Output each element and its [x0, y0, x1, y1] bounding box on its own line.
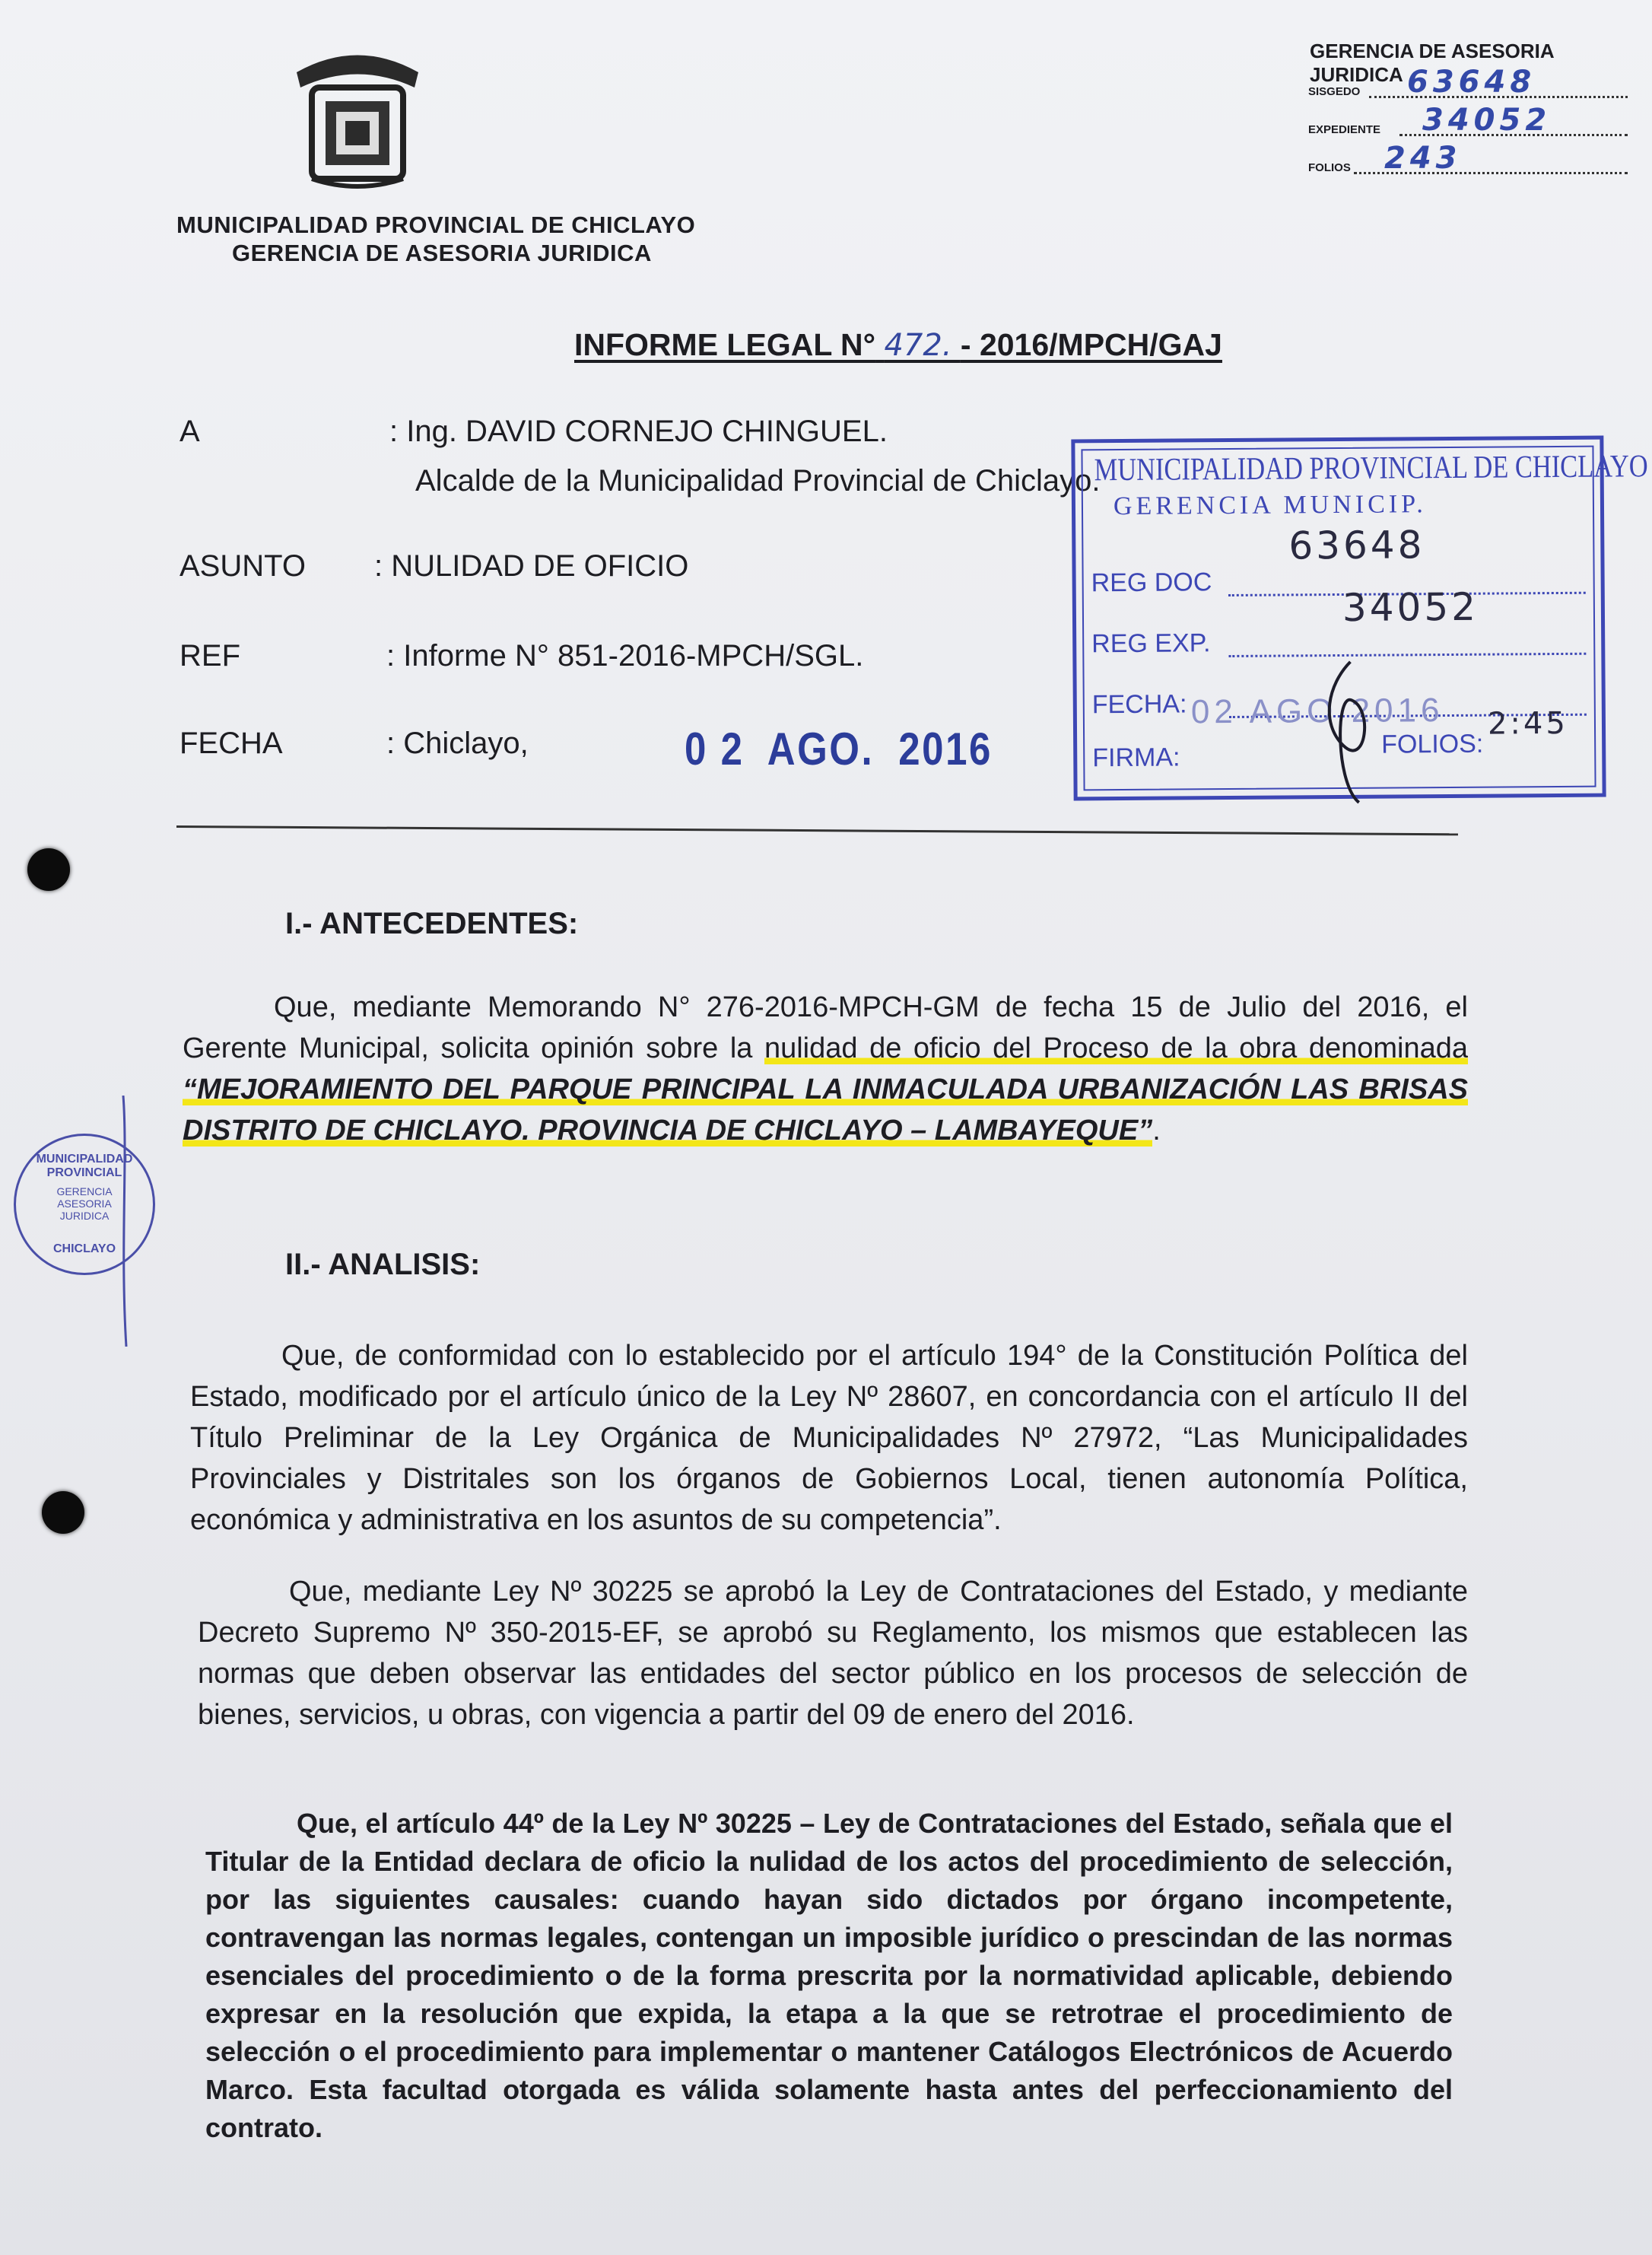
registry-sisgedo-row — [1308, 65, 1628, 103]
header-separator — [176, 825, 1458, 835]
paragraph-end: . — [1152, 1115, 1161, 1147]
signature — [1297, 654, 1404, 806]
stamp-department: GERENCIA MUNICIP. — [1113, 490, 1427, 521]
field-fecha-label: FECHA — [179, 727, 283, 760]
highlighted-text: nulidad de oficio del Proceso de la obra denominada — [764, 1032, 1469, 1064]
stamp-reg-doc-label: REG DOC — [1091, 568, 1212, 598]
field-asunto-label: ASUNTO — [179, 549, 306, 583]
date-month: AGO. — [767, 724, 875, 774]
round-stamp-inner: GERENCIA ASESORIA JURIDICA — [56, 1185, 113, 1222]
round-stamp-outer: MUNICIPALIDAD PROVINCIAL — [36, 1153, 133, 1179]
analisis-text-2: Que, mediante Ley Nº 30225 se aprobó la Ley de Contrataciones del Estado, y mediante Decreto Supremo Nº 350-2015-EF, se aprobó su Reglamento, los mismos que establecen las normas que deben observar las entidades del sector público en los procesos de selección de bienes, servicios, u obras, con vigencia a partir del 09 de enero del 2016. — [198, 1576, 1468, 1731]
stamp-reg-exp-value: 34052 — [1342, 584, 1479, 630]
field-ref-value: : Informe N° 851-2016-MPCH/SGL. — [386, 639, 864, 673]
report-title-prefix: INFORME LEGAL N° — [574, 327, 876, 362]
registry-sisgedo-value: 63648 — [1407, 65, 1536, 100]
institution-name: MUNICIPALIDAD PROVINCIAL DE CHICLAYO — [176, 212, 696, 238]
institution-department: GERENCIA DE ASESORIA JURIDICA — [232, 240, 652, 266]
section-antecedentes-title: I.- ANTECEDENTES: — [285, 907, 579, 940]
stamp-folios-value: 2:45 — [1487, 705, 1568, 742]
antecedentes-text: Que, mediante Memorando N° 276-2016-MPCH-GM de fecha 15 de Julio del 2016, el Gerente Municipal, solicita opinión sobre la — [183, 991, 1468, 1064]
registry-folios-row — [1308, 141, 1628, 179]
section-analisis-title: II.- ANALISIS: — [285, 1248, 481, 1281]
registry-folios-label: FOLIOS — [1308, 161, 1351, 174]
report-title-suffix: - 2016/MPCH/GAJ — [960, 327, 1222, 362]
registry-sisgedo-label: SISGEDO — [1308, 85, 1361, 98]
round-stamp-bottom: CHICLAYO — [52, 1242, 116, 1255]
stamp-fecha-value: 02 AGO 2016 — [1190, 692, 1444, 731]
analisis-paragraph-1 — [190, 1335, 1468, 1541]
stamp-reg-exp-label: REG EXP. — [1091, 628, 1211, 659]
field-a-value: : Ing. DAVID CORNEJO CHINGUEL. — [389, 415, 888, 448]
analisis-paragraph-3 — [205, 1805, 1453, 2147]
stamp-reg-doc-value: 63648 — [1288, 523, 1425, 568]
analisis-paragraph-2 — [198, 1571, 1468, 1735]
report-number: 472. — [884, 328, 952, 363]
registry-expediente-value: 34052 — [1422, 103, 1552, 138]
reception-stamp — [1071, 436, 1648, 801]
punch-hole — [27, 848, 70, 891]
margin-mark — [114, 1096, 137, 1347]
stamp-institution: MUNICIPALIDAD PROVINCIAL DE CHICLAYO — [1094, 449, 1648, 488]
field-asunto-value: : NULIDAD DE OFICIO — [374, 549, 689, 583]
report-title — [574, 327, 1222, 363]
registry-folios-value: 243 — [1384, 141, 1462, 176]
date-day: 0 2 — [685, 724, 745, 774]
antecedentes-paragraph — [183, 987, 1468, 1151]
analisis-text-3: Que, el artículo 44º de la Ley Nº 30225 – Ley de Contrataciones del Estado, señala que el Titular de la Entidad declara de oficio la nulidad de los actos del procedimiento de selección, por las siguientes causales: cuando hayan sido dictados por órgano incompetente, contravengan las normas legales, contengan un imposible jurídico o prescindan de las normas esenciales del procedimiento o de la forma prescrita por la normatividad aplicable, debiendo expresar en la resolución que expida, la etapa a la que se retrotrae el procedimiento de selección o el procedimiento para implementar o mantener Catálogos Electrónicos de Acuerdo Marco. Esta facultad otorgada es válida solamente hasta antes del perfeccionamiento del contrato. — [205, 1808, 1453, 2143]
registry-expediente-row — [1308, 103, 1628, 141]
field-a-label: A — [179, 415, 200, 448]
stamp-folios-label: FOLIOS: — [1381, 729, 1484, 759]
date-stamp — [685, 723, 1004, 775]
field-ref-label: REF — [179, 639, 240, 673]
punch-hole — [42, 1491, 84, 1534]
stamp-fecha-label: FECHA: — [1091, 689, 1187, 720]
date-year: 2016 — [898, 724, 993, 774]
project-name: “MEJORAMIENTO DEL PARQUE PRINCIPAL LA INMACULADA URBANIZACIÓN LAS BRISAS DISTRITO DE CHICLAYO. PROVINCIA DE CHICLAYO – LAMBAYEQUE” — [183, 1073, 1468, 1147]
field-fecha-value: : Chiclayo, — [386, 727, 529, 760]
analisis-text-1: Que, de conformidad con lo establecido por el artículo 194° de la Constitución Política del Estado, modificado por el artículo único de la Ley Nº 28607, en concordancia con el artículo II del Título Preliminar de la Ley Orgánica de Municipalidades Nº 27972, “Las Municipalidades Provinciales y Distritales son los órganos de Gobiernos Local, tienen autonomía Política, económica y administrativa en los asuntos de su competencia”. — [190, 1340, 1468, 1536]
registry-expediente-label: EXPEDIENTE — [1308, 123, 1381, 136]
stamp-firma-label: FIRMA: — [1092, 743, 1180, 773]
registry-title: GERENCIA DE ASESORIA JURIDICA — [1310, 40, 1554, 86]
municipal-crest-logo — [281, 42, 434, 194]
field-a-value-line2: Alcalde de la Municipalidad Provincial de Chiclayo. — [415, 464, 1101, 498]
